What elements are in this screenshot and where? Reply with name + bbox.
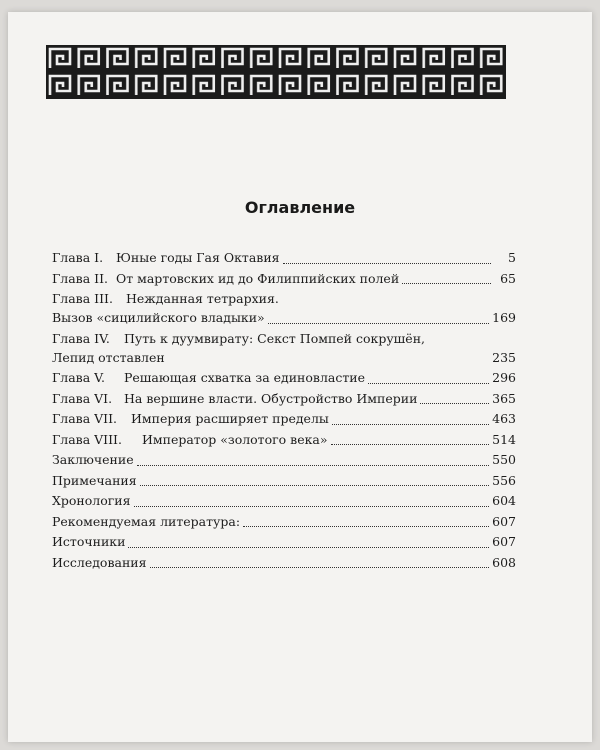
section-title: Заключение [52,452,134,467]
chapter-title-line2: Вызов «сицилийского владыки» [52,310,265,325]
toc-entry-continuation [52,308,516,329]
leader-dots [368,382,489,384]
chapter-title: От мартовских ид до Филиппийских полей [116,270,400,286]
toc-entry-continuation [52,348,516,369]
leader-dots [137,464,490,466]
chapter-number: Глава VI. [52,390,113,406]
chapter-title: Решающая схватка за единовластие [124,370,365,385]
page-number: 550 [492,452,516,467]
leader-dots [402,282,491,284]
leader-dots [332,423,489,425]
leader-dots [128,546,489,548]
chapter-title: Император «золотого века» [142,431,328,447]
toc-entry [52,532,516,553]
leader-dots [150,566,490,568]
toc-entry [52,430,516,451]
chapter-title: Нежданная тетрархия. [126,291,279,306]
chapter-title: Юные годы Гая Октавия [116,250,280,265]
page-number: 296 [492,370,516,385]
section-title: Рекомендуемая литература: [52,513,241,529]
toc-entry [52,512,516,533]
chapter-number: Глава VIII. [52,431,122,447]
chapter-title: Империя расширяет пределы [131,411,329,426]
page-number: 169 [492,310,516,325]
page-number: 607 [492,534,516,549]
page-number: 514 [492,431,516,447]
chapter-number: Глава I. [52,250,104,265]
leader-dots [134,505,490,507]
leader-dots [268,322,489,324]
chapter-number: Глава II. [52,270,108,286]
chapter-number: Глава III. [52,291,113,306]
leader-dots [283,262,491,264]
chapter-title: На вершине власти. Обустройство Империи [124,390,418,406]
toc-entry [52,389,516,410]
page-number: 607 [492,513,516,529]
toc-entry [52,269,516,290]
toc-entry [52,409,516,430]
toc-entry [52,450,516,471]
chapter-title-line2: Лепид отставлен [52,349,165,365]
leader-dots [243,525,489,527]
book-page [8,12,592,742]
toc-entry [52,248,516,269]
table-of-contents [52,248,516,573]
toc-entry [52,471,516,492]
leader-dots [420,402,489,404]
section-title: Источники [52,534,126,549]
page-number: 556 [492,472,516,488]
section-title: Примечания [52,472,137,488]
toc-entry [52,289,516,308]
toc-entry [52,368,516,389]
meander-pattern-icon [46,45,506,99]
section-title: Исследования [52,554,147,570]
leader-space [168,361,489,363]
chapter-number: Глава IV. [52,330,110,346]
toc-entry [52,329,516,348]
page-number: 5 [508,250,516,265]
page-title: Оглавление [244,198,356,217]
toc-entry [52,553,516,574]
chapter-number: Глава V. [52,370,105,385]
page-number: 235 [492,349,516,365]
page-number: 365 [492,390,516,406]
leader-dots [331,443,490,445]
page-number: 604 [492,493,516,508]
chapter-number: Глава VII. [52,411,118,426]
toc-entry [52,491,516,512]
greek-key-ornament [46,45,506,99]
page-number: 608 [492,554,516,570]
leader-dots [140,484,490,486]
chapter-title: Путь к дуумвирату: Секст Помпей сокрушён, [124,330,426,346]
page-number: 65 [500,270,516,286]
section-title: Хронология [52,493,131,508]
page-number: 463 [492,411,516,426]
